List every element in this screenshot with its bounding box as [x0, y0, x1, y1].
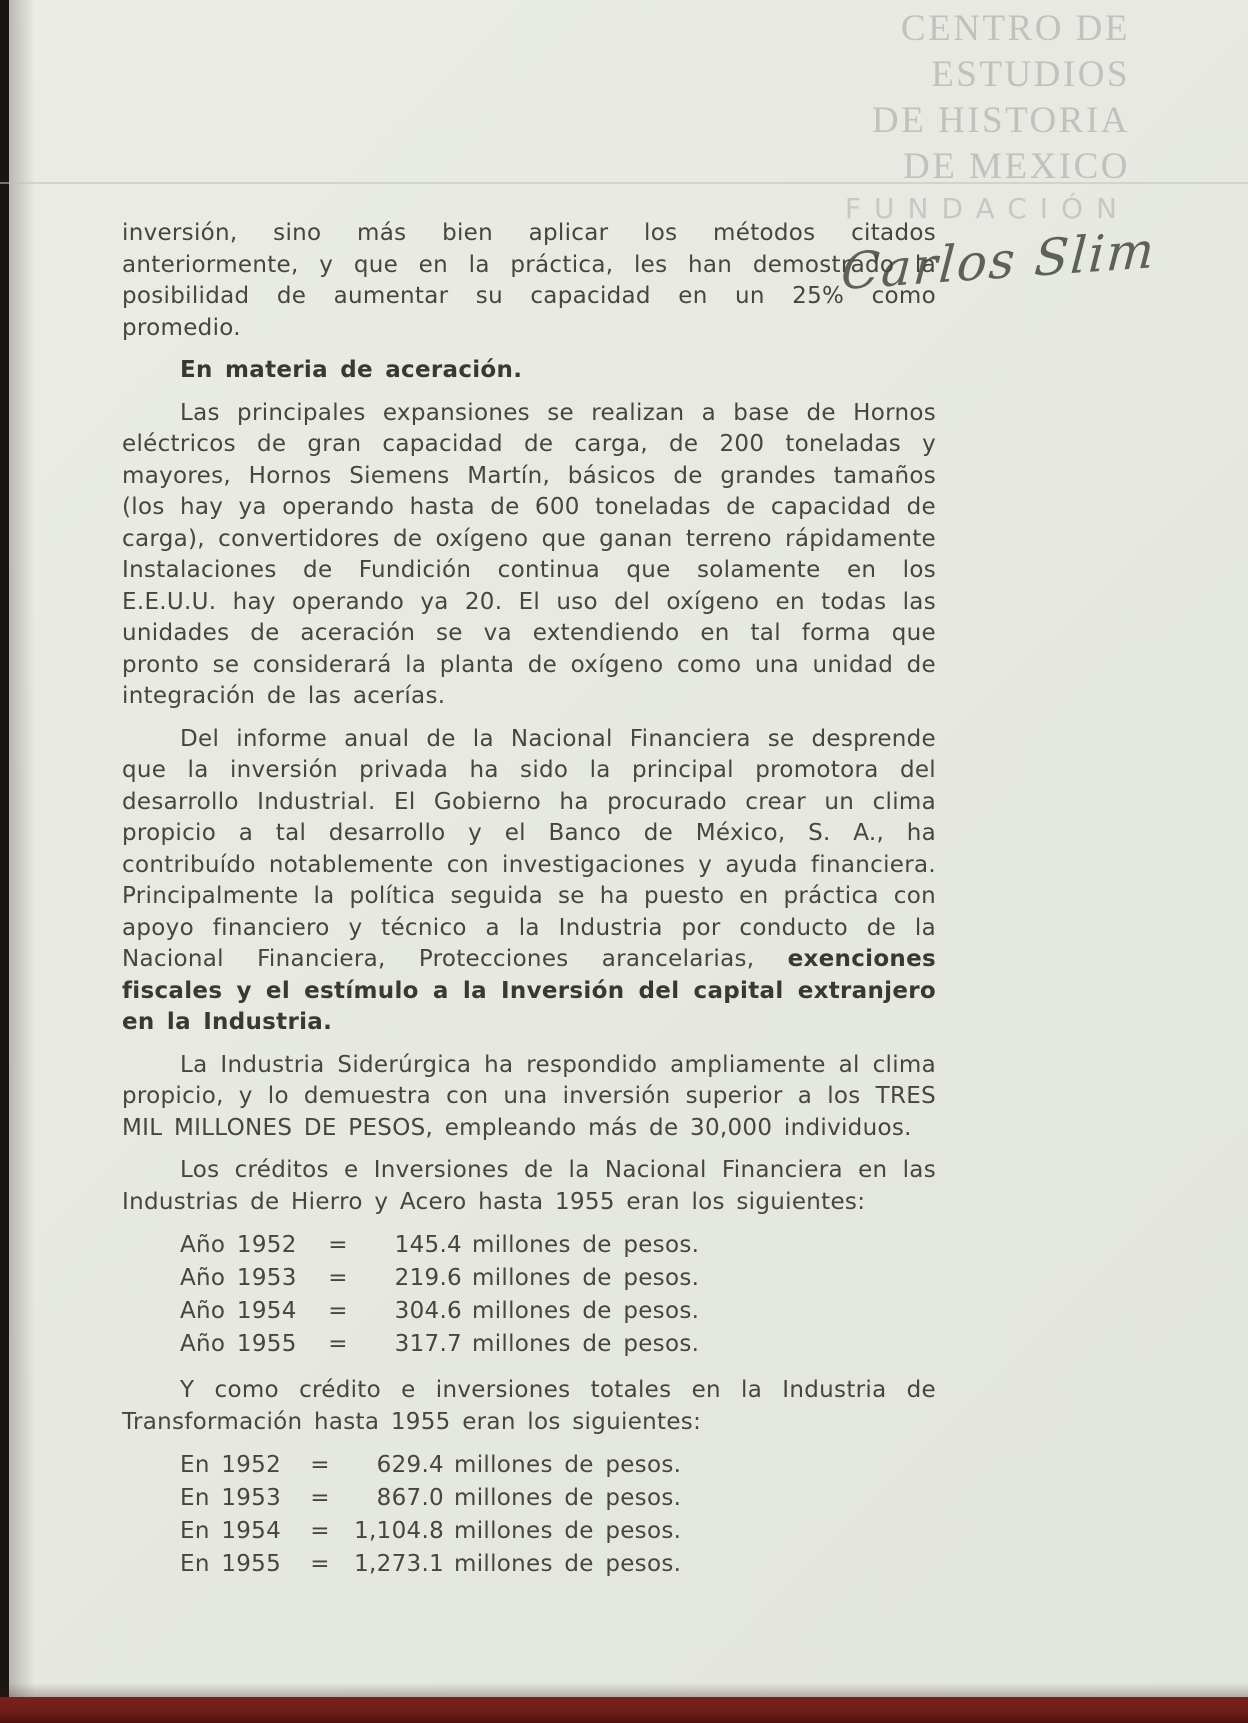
amount-unit: millones de pesos.	[472, 1232, 700, 1258]
list-item	[180, 1548, 936, 1581]
document-body	[122, 218, 936, 1595]
list-item	[180, 1295, 936, 1328]
year-label: En 1954	[180, 1518, 282, 1544]
year-label: En 1955	[180, 1551, 282, 1577]
watermark-line-1: CENTRO DE	[900, 8, 1130, 49]
amount-value: 1,104.8	[354, 1518, 444, 1544]
equals-sign: =	[328, 1331, 348, 1357]
amount-unit: millones de pesos.	[454, 1452, 682, 1478]
equals-sign: =	[310, 1485, 330, 1511]
paragraph-informe-nafin	[122, 724, 936, 1039]
list-item	[180, 1449, 936, 1482]
amount-value: 629.4	[376, 1452, 444, 1478]
equals-sign: =	[328, 1298, 348, 1324]
watermark-centro-estudios	[872, 6, 1130, 190]
scan-edge-bottom-shadow	[0, 1683, 1248, 1697]
watermark-line-4: DE MEXICO	[902, 146, 1130, 187]
amount-value: 867.0	[376, 1485, 444, 1511]
amount-unit: millones de pesos.	[454, 1551, 682, 1577]
scan-edge-left	[0, 0, 9, 1723]
amount-unit: millones de pesos.	[454, 1518, 682, 1544]
list-item	[180, 1515, 936, 1548]
paragraph-siderurgica: La Industria Siderúrgica ha respondido ampliamente al clima propicio, y lo demuestra con una inversión superior a los TRES MIL MILLONES DE PESOS, empleando más de 30,000 individuos.	[122, 1051, 936, 1141]
list-item	[180, 1262, 936, 1295]
amount-value: 219.6	[394, 1265, 462, 1291]
nafin-credit-list	[122, 1229, 936, 1361]
amount-value: 1,273.1	[354, 1551, 444, 1577]
paragraph-intro-continuation: inversión, sino más bien aplicar los métodos citados anteriormente, y que en la práctica, les han demostrado la posibilidad de aumentar su capacidad en un 25% como promedio.	[122, 220, 936, 341]
amount-unit: millones de pesos.	[472, 1265, 700, 1291]
paragraph-informe-bold-text: exenciones fiscales y el estímulo a la Inversión del capital extranjero en la Industria.	[122, 946, 936, 1035]
equals-sign: =	[310, 1518, 330, 1544]
year-label: En 1952	[180, 1452, 282, 1478]
year-label: En 1953	[180, 1485, 282, 1511]
paragraph-transformacion-intro: Y como crédito e inversiones totales en la Industria de Transformación hasta 1955 eran los siguientes:	[122, 1377, 936, 1435]
paragraph-informe-normal-text: Del informe anual de la Nacional Financiera se desprende que la inversión privada ha sido la principal promotora del desarrollo Industrial. El Gobierno ha procurado crear un clima propicio a tal desarrollo y el Banco de México, S. A., ha contribuído notablemente con investigaciones y ayuda financiera. Principalmente la política seguida se ha puesto en práctica con apoyo financiero y técnico a la Industria por conducto de la Nacional Financiera, Protecciones arancelarias,	[122, 725, 936, 972]
paragraph-creditos-intro: Los créditos e Inversiones de la Nacional Financiera en las Industrias de Hierro y Acero hasta 1955 eran los siguientes:	[122, 1157, 936, 1215]
equals-sign: =	[328, 1232, 348, 1258]
watermark-fundacion-label: FUNDACIÓN	[844, 192, 1130, 225]
carlos-slim-signature: Carlos Slim	[839, 220, 1158, 302]
amount-unit: millones de pesos.	[454, 1485, 682, 1511]
section-heading-aceracion: En materia de aceración.	[180, 357, 523, 383]
scan-edge-left-shadow	[9, 0, 35, 1723]
equals-sign: =	[310, 1452, 330, 1478]
list-item	[180, 1328, 936, 1361]
watermark-line-2: ESTUDIOS	[931, 54, 1130, 95]
year-label: Año 1954	[180, 1298, 297, 1324]
year-label: Año 1952	[180, 1232, 297, 1258]
paragraph-expansiones: Las principales expansiones se realizan a base de Hornos eléctricos de gran capacidad de carga, de 200 toneladas y mayores, Hornos Siemens Martín, básicos de grandes tamaños (los hay ya operando hasta de 600 toneladas de capacidad de carga), convertidores de oxígeno que ganan terreno rápidamente Instalaciones de Fundición continua que solamente en los E.E.U.U. hay operando ya 20. El uso del oxígeno en todas las unidades de aceración se va extendiendo en tal forma que pronto se considerará la planta de oxígeno como una unidad de integración de las acerías.	[122, 399, 936, 709]
amount-value: 304.6	[394, 1298, 462, 1324]
amount-unit: millones de pesos.	[472, 1331, 700, 1357]
year-label: Año 1953	[180, 1265, 297, 1291]
list-item	[180, 1482, 936, 1515]
equals-sign: =	[328, 1265, 348, 1291]
watermark-line-3: DE HISTORIA	[871, 100, 1130, 141]
amount-value: 317.7	[394, 1331, 462, 1357]
amount-value: 145.4	[394, 1232, 462, 1258]
scan-edge-bottom	[0, 1697, 1248, 1723]
amount-unit: millones de pesos.	[472, 1298, 700, 1324]
list-item	[180, 1229, 936, 1262]
transformacion-credit-list	[122, 1449, 936, 1581]
equals-sign: =	[310, 1551, 330, 1577]
year-label: Año 1955	[180, 1331, 297, 1357]
